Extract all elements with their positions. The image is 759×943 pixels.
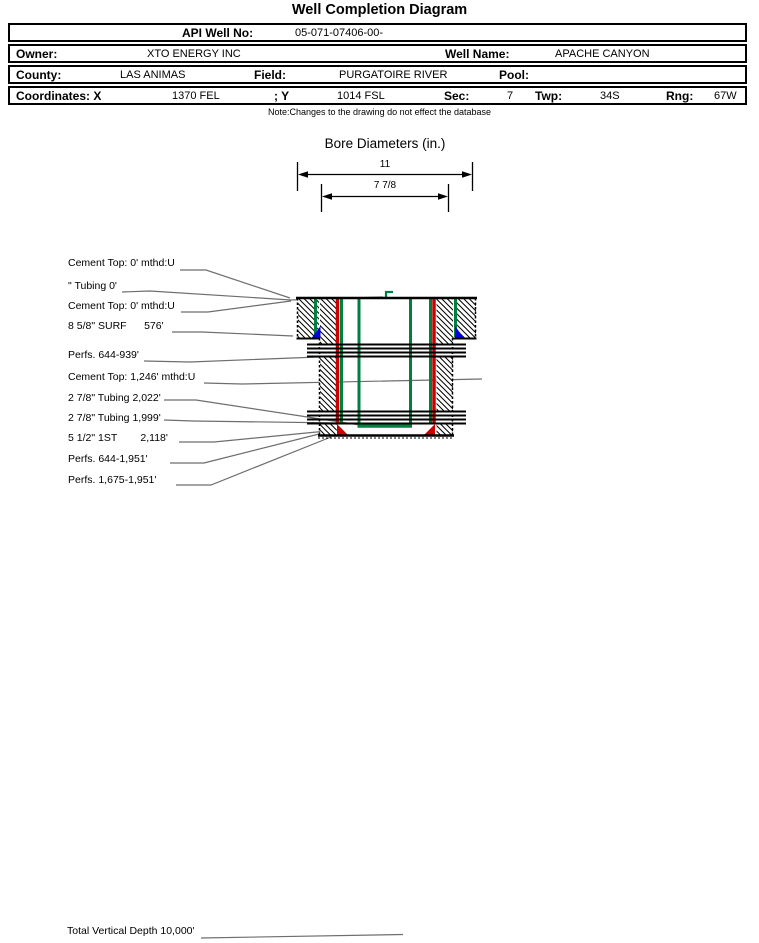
annotation-tubing-1: 2 7/8" Tubing 2,022' (68, 392, 161, 404)
well-name-label: Well Name: (445, 47, 510, 61)
annotation-perfs-1: Perfs. 644-939' (68, 349, 139, 361)
database-note: Note:Changes to the drawing do not effect the database (268, 107, 491, 117)
coordinate-y-label: ; Y (274, 89, 290, 103)
owner-value: XTO ENERGY INC (147, 48, 241, 60)
perforation-zone-lower (307, 412, 466, 424)
annotation-tubing-top: " Tubing 0' (68, 280, 117, 292)
arrowhead-icon (322, 193, 332, 199)
annotation-perfs-3: Perfs. 1,675-1,951' (68, 474, 157, 486)
page-title: Well Completion Diagram (291, 2, 468, 18)
twp-value: 34S (600, 90, 620, 102)
rng-value: 67W (714, 90, 737, 102)
field-label: Field: (254, 68, 286, 82)
sec-value: 7 (507, 90, 514, 102)
arrowhead-icon (438, 193, 448, 199)
annotation-cement-top-surface: Cement Top: 0' mthd:U (68, 257, 175, 269)
county-label: County: (16, 68, 62, 82)
bore-diameters-title: Bore Diameters (in.) (324, 136, 446, 151)
total-depth-label: Total Vertical Depth 10,000' (67, 925, 195, 937)
bore-outer-diameter-label: 11 (379, 159, 391, 170)
well-name-value: APACHE CANYON (555, 48, 650, 60)
field-value: PURGATOIRE RIVER (339, 69, 448, 81)
annotation-cement-top-2: Cement Top: 0' mthd:U (68, 300, 175, 312)
annotation-surface-casing: 8 5/8" SURF 576' (68, 320, 164, 332)
county-value: LAS ANIMAS (120, 69, 186, 81)
owner-label: Owner: (16, 47, 58, 61)
api-well-no-value: 05-071-07406-00- (295, 27, 384, 39)
rng-label: Rng: (666, 89, 694, 103)
pool-label: Pool: (499, 68, 529, 82)
coordinate-x-value: 1370 FEL (172, 90, 220, 102)
arrowhead-icon (298, 171, 308, 177)
twp-label: Twp: (535, 89, 563, 103)
leader-lines (122, 270, 482, 938)
annotation-perfs-2: Perfs. 644-1,951' (68, 453, 148, 465)
annotation-tubing-2: 2 7/8" Tubing 1,999' (68, 412, 161, 424)
api-well-no-label: API Well No: (182, 26, 254, 40)
annotation-production-casing: 5 1/2" 1ST 2,118' (68, 432, 168, 444)
coordinate-y-value: 1014 FSL (337, 90, 385, 102)
tubing-string-outer (342, 299, 431, 423)
bore-dimension-arrows (298, 162, 473, 212)
total-depth-leader (201, 935, 403, 939)
arrowhead-icon (462, 171, 472, 177)
production-casing-5-1-2 (338, 299, 435, 424)
sec-label: Sec: (444, 89, 470, 103)
wellbore-diagram (296, 291, 477, 438)
perforation-zone-upper (307, 345, 466, 357)
annotation-cement-top-3: Cement Top: 1,246' mthd:U (68, 371, 196, 383)
tubing-string-inner (358, 299, 413, 426)
bore-inner-diameter-label: 7 7/8 (373, 180, 397, 191)
coordinates-label: Coordinates: X (16, 89, 102, 103)
